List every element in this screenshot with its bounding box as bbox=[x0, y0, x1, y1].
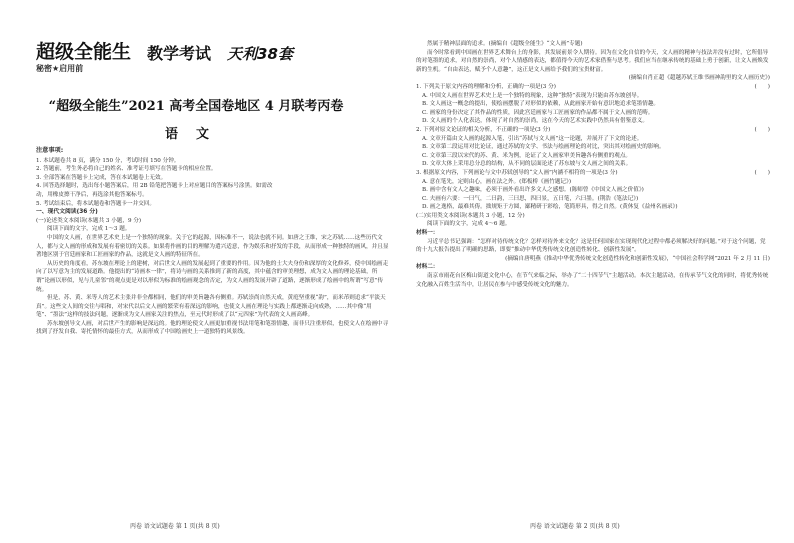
material-1-label: 材料一： bbox=[416, 230, 439, 237]
section-heading: 一、现代文阅读(36 分) bbox=[36, 209, 98, 216]
question-3-stem: 3. 根据原文内容，下列画论与文中苏轼创导的“文人画”内涵不相符的一项是(3 分) bbox=[416, 169, 618, 176]
brand-header bbox=[36, 37, 293, 64]
passage-paragraph: 而今时常看到中国画在世界艺术舞台上的身影，其发展前景令人期待。因为在文化自信的今天，文人画的精神与技法并没有过时，它所倡导的对笔墨的追求，对自然的崇尚，对个人情感的表达，都值得今天的艺术家借鉴与思考。我们应当在继承传统的基础上勇于创新，让文人画焕发新的生机。“自由表达，赋予个人意趣”，这正是文人画给予我们的宝贵财富。 bbox=[416, 49, 769, 73]
subsection-heading: (二)实用类文本阅读(本题共 3 小题，12 分) bbox=[416, 212, 525, 219]
question-2-stem: 2. 下列对原文论证的相关分析，不正确的一项是(3 分) bbox=[416, 126, 551, 133]
question-stem bbox=[416, 169, 770, 178]
question-option: A. 中国文人画在世界艺术史上是一个独特的现象，这种“独特”表现为只能由苏东坡创导。 bbox=[422, 92, 643, 99]
question-option: B. 文章第二段运用对比论证，通过苏轼的文学、书法与绘画理论的对比，突出其对绘画史的影响。 bbox=[422, 144, 665, 151]
question-option: D. 画之逸格，最难其俦。拙规矩于方圆，鄙精研于彩绘，笔简形具，得之自然。(黄休复《益州名画录》) bbox=[422, 204, 678, 211]
question-stem bbox=[416, 83, 770, 92]
material-1-text: 习近平总书记强调：“怎样对待传统文化？怎样对待外来文化？这是任何国家在实现现代化过程中都必须解决好的问题。”对于这个问题，党的十九大报告提出了明确的思路，即要“推动中华优秀传统文化创造性转化、创新性发展”。 bbox=[416, 238, 766, 254]
brand-logo: 天利38套 bbox=[227, 45, 293, 63]
exam-title: “超级全能生”2021 高考全国卷地区 4 月联考丙卷 bbox=[48, 99, 344, 114]
note-item: 3. 全部答案在答题卡上完成，答在本试题卷上无效。 bbox=[36, 174, 167, 181]
left-page bbox=[0, 0, 392, 543]
passage-paragraph: 从历史的角度看，苏东坡在理论上的建树，对后世文人画的发展起到了重要的作用。因为他的士大夫身份和深厚的文化修养，使中国绘画走向了以写意为主的发展道路。他提出的“诗画本一律”，将诗与画的关系推到了新的高度，其中蕴含的审美理想，成为文人画的理论基础，所谓“论画以形似，见与儿童邻”的观点更是对以形似为标准的绘画观念的否定，为文人画的发展开辟了道路，逐渐形成了绘画中的所谓“写意”传统。 bbox=[36, 260, 389, 293]
answer-paren: ( ) bbox=[754, 169, 770, 176]
question-option: D. 文人画的个人化表达，体现了对自然的崇尚，这在今天的艺术实践中仍然具有借鉴意义。 bbox=[422, 118, 648, 125]
question-option: B. 画中含有文人之趣味，必须于画外看出许多文人之感想。(陈师曾《中国文人画之价值》) bbox=[422, 187, 644, 194]
brand-subtitle: 教学考试 bbox=[147, 44, 212, 63]
passage-source: (摘编自肖正超《超越苏轼王维书画神韵里的文人画历史》) bbox=[628, 75, 770, 82]
page-footer-right: 丙卷 语文试题卷 第 2 页(共 8 页) bbox=[530, 523, 620, 530]
answer-paren: ( ) bbox=[754, 126, 770, 133]
question-option: A. 意在笔先，定则由心，画在法之外。(郑板桥《画竹题记》) bbox=[422, 178, 572, 185]
subject-title: 语文 bbox=[164, 127, 227, 142]
passage-paragraph: 然属于精神层面的追求。(摘编自《超级全能生》“文人画”专题) bbox=[427, 41, 583, 47]
question-option: B. 文人画这一概念的提出，使绘画摆脱了对形似的依赖，从此画家开始有意识地追求笔墨情趣。 bbox=[422, 101, 660, 108]
page-footer-left: 丙卷 语文试题卷 第 1 页(共 8 页) bbox=[130, 523, 220, 530]
question-option: D. 文章大体上采用总分总的结构，从不同的层面论述了苏东坡与文人画之间的关系。 bbox=[422, 161, 632, 168]
material-2-text: 南京市雨花台区梅山街道文化中心，在节气来临之际，举办了“二十四节气”主题活动。本次主题活动，在传承节气文化的同时，将优秀传统文化融入百姓生活当中，让居民在参与中感受传统文化的魅力。 bbox=[416, 273, 769, 288]
right-page bbox=[402, 0, 794, 543]
instruction: 阅读下面的文字，完成 1～3 题。 bbox=[47, 226, 131, 233]
passage-paragraph: 苏东坡创导文人画，对后世产生的影响是深远的。他的理论使文人画更加重视书法用笔和笔墨情趣，而非只注重形似，也使文人在绘画中寻找到了抒发自我、寄托情怀的最佳方式，从而形成了中国绘画史上一道独特的风景线。 bbox=[36, 320, 389, 336]
note-item: 2. 答题前，考生务必将自己的姓名、准考证号填写在答题卡的相应位置。 bbox=[36, 166, 217, 173]
subsection-heading: (一)论述类文本阅读(本题共 3 小题，9 分) bbox=[36, 217, 142, 224]
question-option: C. 文章第三段以宋代的苏、黄、米为例，论证了文人画家审美旨趣各有侧重的观点。 bbox=[422, 152, 632, 159]
question-option: C. 夫画有六要：一曰气，二曰韵，三曰思，四曰景，五曰笔，六曰墨。(荆浩《笔法记》) bbox=[422, 195, 639, 202]
left-body bbox=[36, 147, 390, 337]
question-option: C. 画家的身份决定了其作品的性质，因此宫廷画家与工匠画家的作品都不属于文人画的范畴。 bbox=[422, 109, 654, 116]
instruction: 阅读下面的文字，完成 4～6 题。 bbox=[427, 221, 511, 228]
passage-paragraph: 中国的文人画，在世界艺术史上是一个独特的现象。关于它的起源，因标准不一，说法也就不同。如唐之王维，宋之苏轼……这些历代文人，都与文人画的形成和发展有着密切的关系。如果将作画的目的理解为遣兴适意，作为娱乐和抒发的手段，从而形成一种独特的画风，并且显著地区别于宫廷画家和工匠画家的作品，这就是文人画的特征所在。 bbox=[36, 234, 389, 259]
question-option: A. 文章开篇由文人画的起源入笔，引出“苏轼与文人画”这一论题，并展开了下文的论述。 bbox=[422, 135, 643, 142]
note-item: 动，用橡皮擦干净后，再选涂其他答案标号。 bbox=[36, 191, 148, 198]
secret-label: 秘密★启用前 bbox=[36, 64, 84, 73]
question-1-stem: 1. 下列关于原文内容的理解和分析，正确的一项是(3 分) bbox=[416, 83, 556, 90]
right-body bbox=[416, 40, 770, 289]
note-item: 5. 考试结束后，将本试题卷和答题卡一并交回。 bbox=[36, 200, 155, 207]
material-2-label: 材料二： bbox=[416, 264, 439, 271]
note-item: 4. 回答选择题时，选出每小题答案后，用 2B 铅笔把答题卡上对应题目的答案标号涂黑。如需改 bbox=[36, 183, 273, 190]
answer-paren: ( ) bbox=[754, 83, 770, 90]
brand-title: 超级全能生 bbox=[36, 41, 132, 63]
notes-heading: 注意事项: bbox=[36, 147, 64, 154]
question-stem bbox=[416, 126, 770, 135]
passage-paragraph: 但是，苏、黄、米等人的艺术主张并非全都相同，他们的审美旨趣各有侧重。苏轼崇尚自然天成，黄庭坚重视“韵”，而米芾则追求“平淡天真”。这些文人间的交往与唱和，对宋代以后文人画的繁荣有着深远的影响，也使文人画在理论与实践上都逐渐走向成熟，……其中像“用笔”、“墨法”这样的技法问题，逐渐成为文人画家关注的焦点，至元代时形成了以“元四家”为代表的文人画高峰。 bbox=[36, 295, 386, 319]
material-1-source: (摘编自唐明燕《推动中华优秀传统文化创造性转化和创新性发展》，“中国社会科学网”2021 年 2 月 11 日) bbox=[505, 255, 770, 262]
note-item: 1. 本试题卷共 8 页，满分 150 分，考试时间 150 分钟。 bbox=[36, 157, 180, 164]
